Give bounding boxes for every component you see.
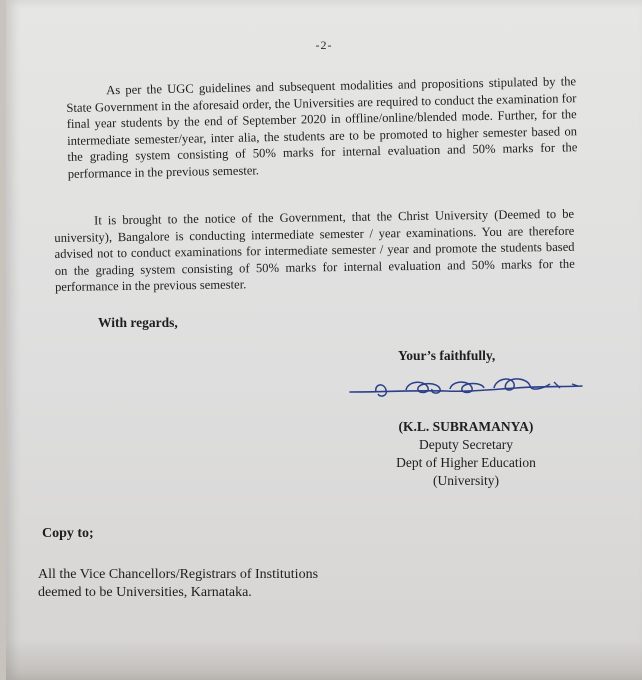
recipient-line: All the Vice Chancellors/Registrars of Institutions [38, 567, 319, 582]
signatory-designation: Deputy Secretary [418, 437, 514, 452]
handwritten-signature [346, 370, 586, 404]
signatory-department: Dept of Higher Education [396, 455, 536, 470]
signatory-block [366, 418, 566, 490]
body-paragraph-1 [66, 73, 578, 182]
copy-to-heading: Copy to; [42, 526, 94, 541]
page-number: -2- [315, 38, 333, 52]
closing-regards: With regards, [98, 315, 178, 330]
sign-off: Your’s faithfully, [398, 348, 496, 363]
paragraph-indent [54, 224, 94, 225]
page-shadow [6, 640, 642, 680]
body-paragraph-2 [54, 205, 575, 295]
copy-recipients [38, 566, 398, 602]
paragraph-indent [66, 94, 106, 95]
signatory-name: (K.L. SUBRAMANYA) [398, 419, 534, 434]
body-paragraph-1-text: As per the UGC guidelines and subsequent modalities and propositions stipulated by the State Government in the aforesaid order, the Universities are required to conduct the examination for final year students by the end of September 2020 in offline/online/blended mode. Further, for the intermediate semester/year, inter alia, the students are to be promoted to higher semester based on the grading system consisting of 50% marks for internal evaluation and 50% marks for the performance in the previous semester. [66, 73, 578, 181]
recipient-line: deemed to be Universities, Karnataka. [38, 585, 252, 600]
letter-page [6, 0, 642, 680]
signatory-unit: (University) [433, 473, 499, 488]
body-paragraph-2-text: It is brought to the notice of the Government, that the Christ University (Deemed to be university), Bangalore is conducting intermediate semester / year examinations. You are therefore advised not to conduct examinations for intermediate semester / year and promote the students based on the grading system consisting of 50% marks for internal evaluation and 50% marks for the performance in the previous semester. [54, 206, 575, 294]
